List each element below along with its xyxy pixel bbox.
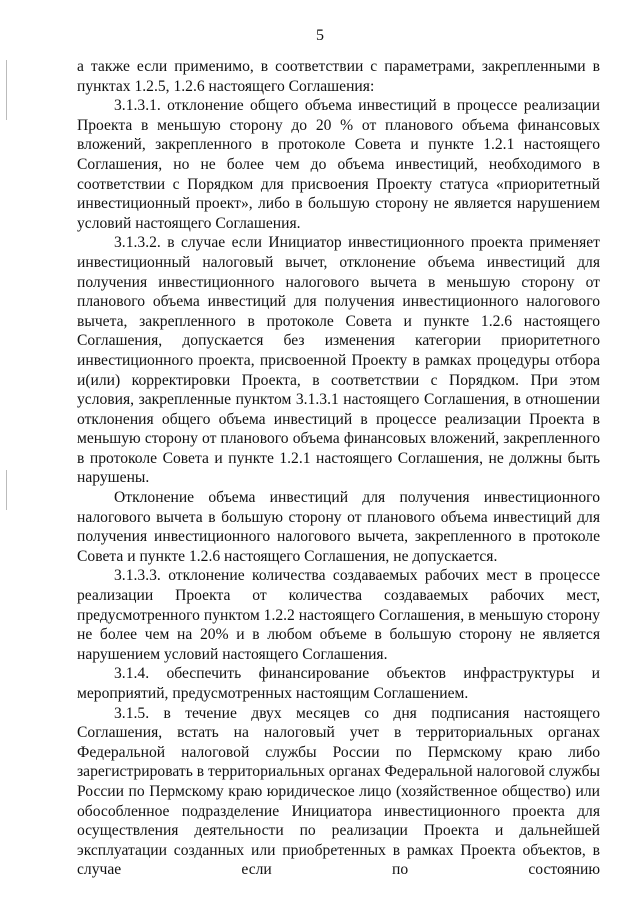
paragraph-3-1-3-1: 3.1.3.1. отклонение общего объема инвестиций в процессе реализации Проекта в меньшую сторону до 20 % от планового объема финансовых вложений, закрепленного в протоколе Совета и пункте 1.2.1 настоящего Соглашения, но не более чем до объема инвестиций, необходимого в соответствии с Порядком для присвоения Проекту статуса «приоритетный инвестиционный проект», либо в большую сторону не является нарушением условий настоящего Соглашения. <box>77 97 600 232</box>
paragraph-3-1-4: 3.1.4. обеспечить финансирование объектов инфраструктуры и мероприятий, предусмотренных настоящим Соглашением. <box>77 665 600 702</box>
scan-edge-mark <box>6 60 7 120</box>
paragraph-3-1-3-3: 3.1.3.3. отклонение количества создаваемых рабочих мест в процессе реализации Проекта от количества создаваемых рабочих мест, предусмотренного пунктом 1.2.2 настоящего Соглашения, в меньшую сторону не более чем на 20% и в любом объеме в большую сторону не является нарушением условий настоящего Соглашения. <box>77 567 600 663</box>
paragraph-continuation: а также если применимо, в соответствии с параметрами, закрепленными в пунктах 1.2.5, 1.2.6 настоящего Соглашения: <box>77 58 600 95</box>
paragraph-3-1-3-2: 3.1.3.2. в случае если Инициатор инвестиционного проекта применяет инвестиционный налоговый вычет, отклонение объема инвестиций для получения инвестиционного налогового вычета в меньшую сторону от планового объема инвестиций для получения инвестиционного налогового вычета, закрепленного в протоколе Совета и пункте 1.2.6 настоящего Соглашения, допускается без изменения категории приоритетного инвестиционного проекта, присвоенной Проекту в рамках процедуры отбора и(или) корректировки Проекта, в соответствии с Порядком. При этом условия, закрепленные пунктом 3.1.3.1 настоящего Соглашения, в отношении отклонения общего объема инвестиций в процессе реализации Проекта в меньшую сторону от планового объема финансовых вложений, закрепленного в протоколе Совета и пункте 1.2.1 настоящего Соглашения, не должны быть нарушены. <box>77 234 600 487</box>
paragraph-3-1-5: 3.1.5. в течение двух месяцев со дня подписания настоящего Соглашения, встать на налоговый учет в территориальных органах Федеральной налоговой службы России по Пермскому краю либо зарегистрировать в территориальных органах Федеральной налоговой службы России по Пермскому краю юридическое лицо (хозяйственное общество) или обособленное подразделение Инициатора инвестиционного проекта для осуществления деятельности по реализации Проекта и дальнейшей эксплуатации созданных или приобретенных в рамках Проекта объектов, в случае если по состоянию <box>77 704 600 879</box>
document-body <box>77 57 600 880</box>
scan-edge-mark <box>6 470 7 510</box>
paragraph-deviation: Отклонение объема инвестиций для получения инвестиционного налогового вычета в большую сторону от планового объема инвестиций для получения инвестиционного налогового вычета, закрепленного в протоколе Совета и пункте 1.2.6 настоящего Соглашения, не допускается. <box>77 489 600 565</box>
page-number: 5 <box>316 27 324 44</box>
